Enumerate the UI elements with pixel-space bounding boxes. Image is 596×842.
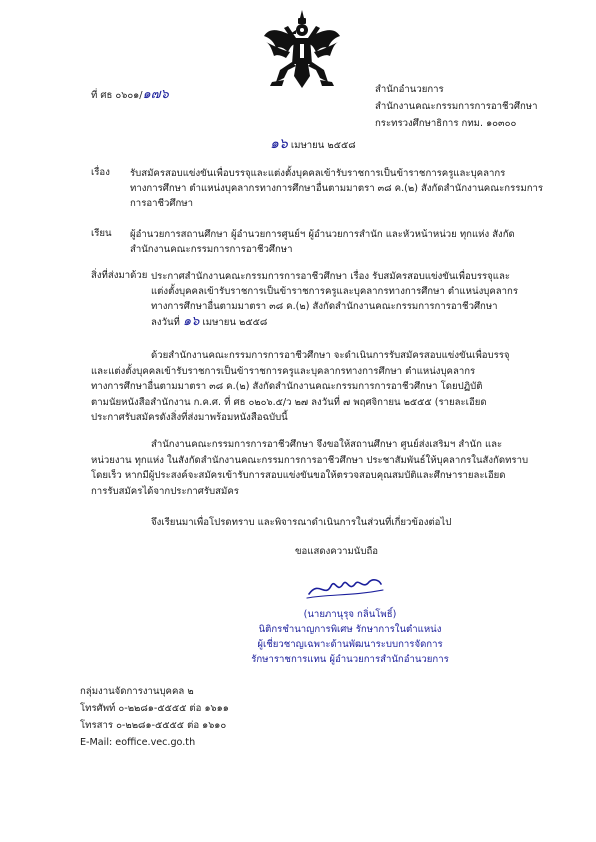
office-line-2: สำนักงานคณะกรรมการการอาชีวศึกษา	[375, 101, 538, 112]
body-line: หน่วยงาน ทุกแห่ง ในสังกัดสำนักงานคณะกรรมการการอาชีวศึกษา ประชาสัมพันธ์ให้บุคลากรในสังกัดทราบ	[91, 454, 529, 466]
enclosure-date-suffix: เมษายน ๒๕๕๘	[202, 317, 268, 328]
signer-block	[250, 607, 450, 667]
enclosure-line: ประกาศสำนักงานคณะกรรมการการอาชีวศึกษา เรื่อง รับสมัครสอบแข่งขันเพื่อบรรจุและ	[151, 271, 511, 282]
body-line: ทางการศึกษาอื่นตามมาตรา ๓๘ ค.(๒) สังกัดสำนักงานคณะกรรมการการอาชีวศึกษา โดยปฏิบัติ	[91, 381, 483, 392]
subject-line: การอาชีวศึกษา	[130, 198, 194, 209]
body-line: โดยเร็ว หากมีผู้ประสงค์จะสมัครเข้ารับการสอบแข่งขันขอให้ตรวจสอบคุณสมบัติและศึกษารายละเอียด	[91, 470, 506, 481]
enclosure-date-prefix: ลงวันที่	[151, 317, 180, 328]
enclosure-line: ทางการศึกษาอื่นตามมาตรา ๓๘ ค.(๒) สังกัดสำนักงานคณะกรรมการการอาชีวศึกษา	[151, 301, 498, 312]
body-line: ประกาศรับสมัครดังสิ่งที่ส่งมาพร้อมหนังสือฉบับนี้	[91, 412, 288, 423]
recipient-line: ผู้อำนวยการสถานศึกษา ผู้อำนวยการศูนย์ฯ ผู้อำนวยการสำนัก และหัวหน้าหน่วย ทุกแห่ง สังกัด	[130, 229, 515, 240]
closing: ขอแสดงความนับถือ	[295, 546, 379, 557]
subject-line: ทางการศึกษา ตำแหน่งบุคลากรทางการศึกษาอื่นตามมาตรา ๓๘ ค.(๒) สังกัดสำนักงานคณะกรรมการ	[130, 183, 544, 194]
subject-label: เรื่อง	[91, 167, 110, 178]
recipient-label: เรียน	[91, 228, 112, 239]
reference-number-prefix: ที่ ศธ ๐๖๐๑/	[91, 90, 143, 101]
letter-date	[270, 138, 356, 152]
enclosure-label: สิ่งที่ส่งมาด้วย	[91, 270, 148, 281]
signer-position: รักษาราชการแทน ผู้อำนวยการสำนักอำนวยการ	[251, 654, 449, 665]
enclosure-text	[151, 269, 518, 330]
enclosure-line: แต่งตั้งบุคคลเข้ารับราชการเป็นข้าราชการครูและบุคลากรทางการศึกษา ตำแหน่งบุคลากร	[151, 286, 518, 297]
body-paragraph-3	[151, 516, 451, 529]
date-day-handwritten: ๑๖	[270, 136, 288, 152]
body-line: ตามนัยหนังสือสำนักงาน ก.ค.ศ. ที่ ศธ ๐๒๐๖.๕/ว ๒๗ ลงวันที่ ๗ พฤศจิกายน ๒๕๕๕ (รายละเอียด	[91, 396, 487, 408]
contact-department: กลุ่มงานจัดการงานบุคคล ๒	[80, 686, 194, 697]
contact-fax: โทรสาร ๐-๒๒๘๑-๕๕๕๕ ต่อ ๑๖๑๐	[80, 720, 227, 731]
body-paragraph-1	[91, 348, 510, 426]
subject-text	[130, 166, 543, 211]
office-line-3: กระทรวงศึกษาธิการ กทม. ๑๐๓๐๐	[375, 118, 517, 129]
subject-line: รับสมัครสอบแข่งขันเพื่อบรรจุและแต่งตั้งบุคคลเข้ารับราชการเป็นข้าราชการครูและบุคลากร	[130, 168, 506, 179]
garuda-emblem-icon	[262, 8, 342, 90]
body-line: สำนักงานคณะกรรมการการอาชีวศึกษา จึงขอให้สถานศึกษา ศูนย์ส่งเสริมฯ สำนัก และ	[151, 439, 503, 450]
signer-position: นิติกรชำนาญการพิเศษ รักษาการในตำแหน่ง	[258, 624, 442, 635]
body-paragraph-2	[91, 437, 528, 499]
body-line: และแต่งตั้งบุคคลเข้ารับราชการเป็นข้าราชการครูและบุคลากรทางการศึกษา ตำแหน่งบุคลากร	[91, 365, 476, 377]
office-address	[375, 81, 538, 132]
recipient-text	[130, 227, 515, 257]
signer-name: (นายภานุรุจ กลิ่นโพธิ์)	[303, 609, 397, 620]
body-line: การรับสมัครได้จากประกาศรับสมัคร	[91, 485, 239, 497]
signer-position: ผู้เชี่ยวชาญเฉพาะด้านพัฒนาระบบการจัดการ	[257, 639, 443, 650]
reference-number-handwritten: ๑๗๖	[142, 87, 169, 102]
body-line: ด้วยสำนักงานคณะกรรมการการอาชีวศึกษา จะดำเนินการรับสมัครสอบแข่งขันเพื่อบรรจุ	[151, 350, 510, 361]
enclosure-date	[151, 314, 518, 330]
contact-email: E-Mail: eoffice.vec.go.th	[80, 737, 196, 748]
reference-number	[91, 88, 169, 102]
signature-icon	[305, 572, 385, 604]
body-line: จึงเรียนมาเพื่อโปรดทราบ และพิจารณาดำเนินการในส่วนที่เกี่ยวข้องต่อไป	[151, 517, 452, 528]
enclosure-date-handwritten: ๑๖	[182, 314, 200, 329]
office-line-1: สำนักอำนวยการ	[375, 84, 444, 95]
recipient-line: สำนักงานคณะกรรมการการอาชีวศึกษา	[130, 244, 293, 255]
contact-phone: โทรศัพท์ ๐-๒๒๘๑-๕๕๕๕ ต่อ ๑๖๑๑	[80, 703, 229, 714]
contact-block	[80, 683, 229, 751]
date-month-year: เมษายน ๒๕๕๘	[290, 140, 356, 151]
